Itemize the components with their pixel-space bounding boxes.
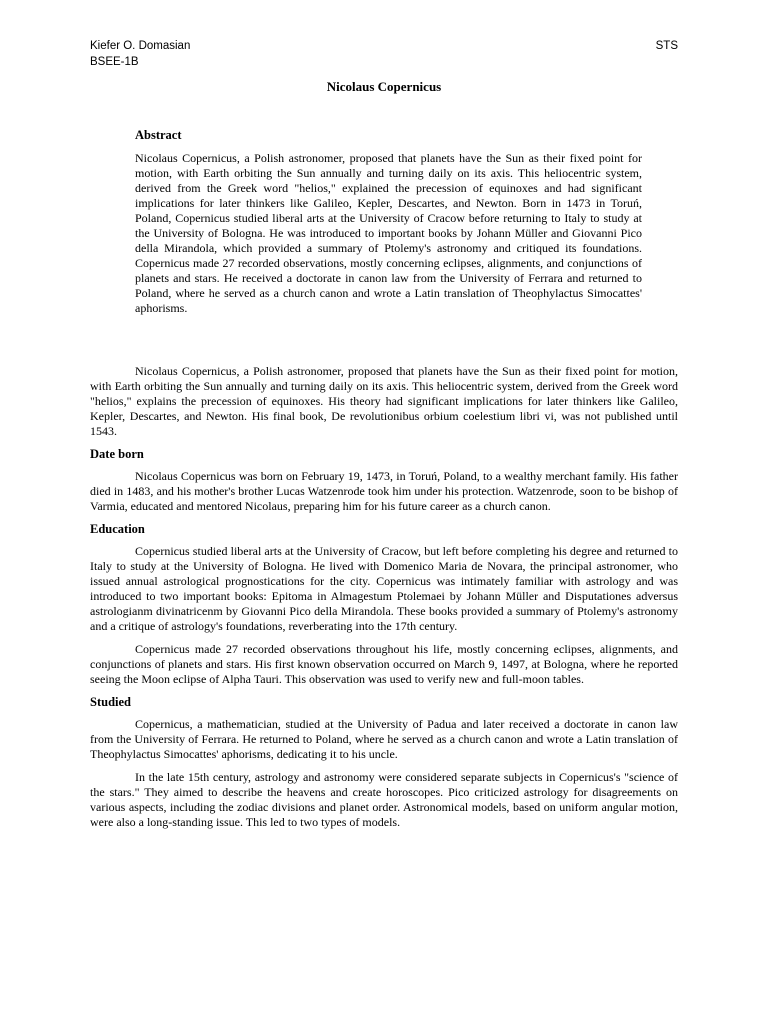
section-heading-studied: Studied	[90, 695, 131, 709]
abstract-heading: Abstract	[135, 128, 182, 142]
author-name: Kiefer O. Domasian	[90, 40, 191, 52]
intro-paragraph: Nicolaus Copernicus, a Polish astronomer, proposed that planets have the Sun as their fixed point for motion, with Earth orbiting the Sun annually and turning daily on its axis. This heliocentric system, derived from the Greek word "helios," explains the precession of equinoxes. His theory had significant implications for later thinkers like Galileo, Kepler, Descartes, and Newton. His final book, De revolutionibus orbium coelestium libri vi, was not published until 1543.	[90, 364, 678, 438]
abstract-block	[135, 128, 642, 316]
studied-paragraph-2: In the late 15th century, astrology and astronomy were considered separate subjects in Copernicus's "science of the stars." They aimed to describe the heavens and create horoscopes. Pico criticized astrology for disagreements on various aspects, including the zodiac divisions and planet order. Astronomical models, based on uniform angular motion, were also a long-standing issue. This led to two types of models.	[90, 770, 678, 829]
date-born-paragraph: Nicolaus Copernicus was born on February 19, 1473, in Toruń, Poland, to a wealthy merchant family. His father died in 1483, and his mother's brother Lucas Watzenrode took him under his protection. Watzenrode, soon to be bishop of Varmia, educated and mentored Nicolaus, preparing him for his future career as a church canon.	[90, 469, 678, 513]
abstract-text: Nicolaus Copernicus, a Polish astronomer, proposed that planets have the Sun as their fixed point for motion, with Earth orbiting the Sun annually and turning daily on its axis. This heliocentric system, derived from the Greek word "helios," explained the precession of equinoxes and had significant implications for later thinkers like Galileo, Kepler, Descartes, and Newton. Born in 1473 in Toruń, Poland, Copernicus studied liberal arts at the University of Cracow before returning to Italy to study at the University of Bologna. He was introduced to important books by Johann Müller and Giovanni Pico della Mirandola, which provided a summary of Ptolemy's astronomy and critiqued its foundations. Copernicus made 27 recorded observations, mostly concerning eclipses, alignments, and conjunctions of planets and stars. He received a doctorate in canon law from the University of Ferrara and returned to Poland, where he served as a church canon and wrote a Latin translation of Theophylactus Simocattes' aphorisms.	[135, 151, 642, 315]
studied-paragraph-1: Copernicus, a mathematician, studied at the University of Padua and later received a doctorate in canon law from the University of Ferrara. He returned to Poland, where he served as a church canon and wrote a Latin translation of Theophylactus Simocattes' aphorisms, dedicating it to his uncle.	[90, 717, 678, 761]
main-body	[90, 364, 678, 838]
page-header	[90, 38, 678, 70]
education-paragraph-1: Copernicus studied liberal arts at the University of Cracow, but left before completing his degree and returned to Italy to study at the University of Bologna. He lived with Domenico Maria de Novara, the principal astronomer, who issued annual astrological prognostications for the city. Copernicus was intimately familiar with astrology and was introduced to two important books: Epitoma in Almagestum Ptolemaei by Johann Müller and Disputationes adversus astrologianm divinatricenm by Giovanni Pico della Mirandola. These books provided a summary of Ptolemy's astronomy and a critique of astrology's foundations, reverberating into the 17th century.	[90, 544, 678, 633]
education-paragraph-2: Copernicus made 27 recorded observations throughout his life, mostly concerning eclipses, alignments, and conjunctions of planets and stars. His first known observation occurred on March 9, 1497, at Bologna, where he reported seeing the Moon eclipse of Alpha Tauri. This observation was used to verify new and full-moon tables.	[90, 642, 678, 686]
section-heading-education: Education	[90, 522, 145, 536]
subject-code: STS	[655, 40, 678, 52]
course-code: BSEE-1B	[90, 56, 139, 68]
section-heading-date-born: Date born	[90, 447, 144, 461]
document-title: Nicolaus Copernicus	[326, 79, 442, 94]
header-left	[90, 38, 678, 70]
